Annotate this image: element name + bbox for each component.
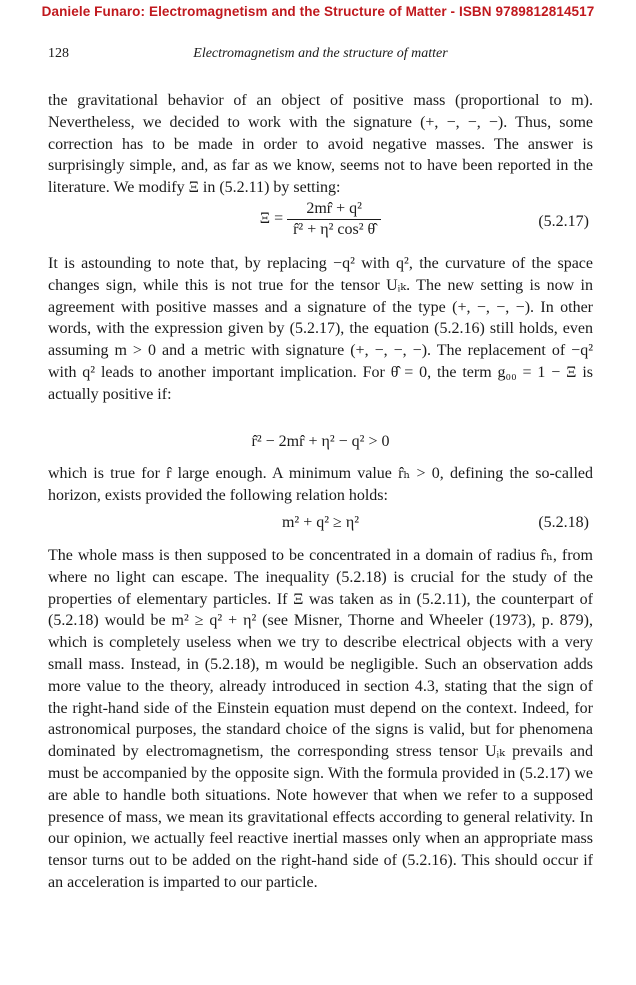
- page-number: 128: [48, 46, 69, 61]
- inequality-horizon: [48, 433, 593, 457]
- equation-5-2-17-expression: [48, 200, 593, 239]
- running-head: [48, 46, 593, 66]
- paragraph-1: [48, 90, 593, 199]
- paragraph-4: [48, 545, 593, 894]
- equation-5-2-17-numerator: 2mr̂ + q²: [287, 200, 381, 220]
- paragraph-2: [48, 253, 593, 406]
- inequality-horizon-expression: r̂² − 2mr̂ + η² − q² > 0: [251, 433, 390, 450]
- paragraph-2-text: It is astounding to note that, by replacing −q² with q², the curvature of the space changes sign, while this is not true for the tensor Uᵢₖ. The new setting is now in agreement with positive masses and a signature of the type (+, −, −, −). In other words, with the expression given by (5.2.17), the equation (5.2.16) still holds, even assuming m > 0 and a metric with signature (+, −, −, −). The replacement of −q² with q² leads to another important implication. For θ̂ = 0, the term g₀₀ = 1 − Ξ is actually positive if:: [48, 255, 593, 403]
- equation-5-2-18-expression: m² + q² ≥ η²: [281, 514, 359, 531]
- equation-5-2-18-label: (5.2.18): [538, 514, 589, 531]
- equation-5-2-17: [48, 200, 593, 246]
- paragraph-1-text: the gravitational behavior of an object of positive mass (proportional to m). Nevertheless, we decided to work with the signature (+, −, −, −). Thus, some correction has to be made in order to avoid negative masses. The answer is surprisingly simple, and, as far as we know, seems not to have been reported in the literature. We modify Ξ in (5.2.11) by setting:: [48, 92, 593, 197]
- equation-5-2-17-lhs: Ξ =: [259, 210, 284, 228]
- equation-5-2-18: [48, 514, 593, 538]
- equation-5-2-17-label: (5.2.17): [538, 213, 589, 230]
- equation-5-2-17-fraction: [287, 200, 381, 239]
- paragraph-4-text: The whole mass is then supposed to be concentrated in a domain of radius r̂ₕ, from where no light can escape. The inequality (5.2.18) is crucial for the study of the properties of elementary particles. If Ξ was taken as in (5.2.11), the counterpart of (5.2.18) would be m² ≥ q² + η² (see Misner, Thorne and Wheeler (1973), p. 879), which is completely useless when we try to describe electrical objects with a very small mass. Instead, in (5.2.18), m would be negligible. Such an observation adds more value to the theory, already introduced in section 4.3, stating that the sign of the right-hand side of the Einstein equation must depend on the context. Indeed, for astronomical purposes, the standard choice of the signs is valid, but for phenomena dominated by electromagnetism, the corresponding stress tensor Uᵢₖ prevails and must be accompanied by the opposite sign. With the formula provided in (5.2.17) we are able to handle both situations. Note however that when we refer to a supposed presence of mass, we mean its gravitational effects according to general relativity. In our opinion, we actually feel reactive inertial masses only when an appropriate mass tensor turns out to be added on the right-hand side of (5.2.16). This should occur if an acceleration is imparted to our particle.: [48, 547, 593, 891]
- paragraph-3-text: which is true for r̂ large enough. A minimum value r̂ₕ > 0, defining the so-called horizon, exists provided the following relation holds:: [48, 465, 593, 504]
- paragraph-3: [48, 463, 593, 507]
- running-title: Electromagnetism and the structure of matter: [193, 46, 448, 61]
- book-banner: Daniele Funaro: Electromagnetism and the Structure of Matter - ISBN 9789812814517: [41, 4, 595, 19]
- equation-5-2-17-denominator: r̂² + η² cos² θ̂: [293, 221, 376, 238]
